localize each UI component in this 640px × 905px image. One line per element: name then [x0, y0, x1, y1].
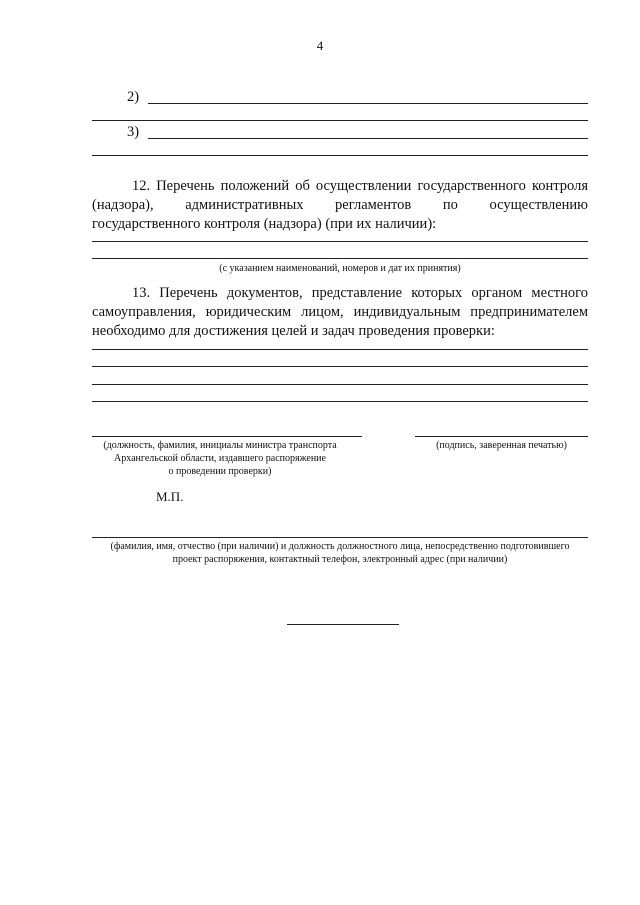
signature-caption: (подпись, заверенная печатью): [436, 440, 567, 451]
section-13-line-1: [92, 349, 588, 350]
preparer-caption: [80, 540, 600, 566]
stamp-label: М.П.: [156, 489, 184, 504]
preparer-caption-line-2: проект распоряжения, контактный телефон, электронный адрес (при наличии): [172, 554, 508, 565]
section-12-line-1: [92, 241, 588, 242]
closing-separator-line: [287, 624, 399, 625]
minister-caption-line-1: (должность, фамилия, инициалы министра транспорта: [103, 440, 337, 451]
section-13-text: 13. Перечень документов, представление которых органом местного самоуправления, юридическим лицом, индивидуальным предпринимателем необходимо для достижения целей и задач проведения проверки:: [92, 285, 588, 339]
list-item-3-label: 3): [127, 124, 140, 140]
minister-signature-line: [92, 436, 362, 437]
section-12-text: 12. Перечень положений об осуществлении государственного контроля (надзора), административных регламентов по осуществлению государственного контроля (надзора) (при их наличии):: [92, 178, 588, 232]
minister-caption-line-2: Архангельской области, издавшего распоряжение: [114, 453, 326, 464]
section-13-line-4: [92, 401, 588, 402]
minister-caption: [80, 439, 360, 478]
section-13-line-2: [92, 366, 588, 367]
list-item-3-line: [148, 138, 588, 139]
minister-caption-line-3: о проведении проверки): [168, 466, 272, 477]
preparer-caption-line-1: (фамилия, имя, отчество (при наличии) и должность должностного лица, непосредственно подготовившего: [110, 541, 570, 552]
section-13-line-3: [92, 384, 588, 385]
section-12-caption: (с указанием наименований, номеров и дат их принятия): [219, 263, 461, 274]
page-number: 4: [316, 38, 324, 53]
list-item-2-line: [148, 103, 588, 104]
preparer-line: [92, 537, 588, 538]
signature-line: [415, 436, 588, 437]
list-item-2-continuation-line: [92, 120, 588, 121]
list-item-3-continuation-line: [92, 155, 588, 156]
list-item-2-label: 2): [127, 89, 140, 105]
section-12-line-2: [92, 258, 588, 259]
